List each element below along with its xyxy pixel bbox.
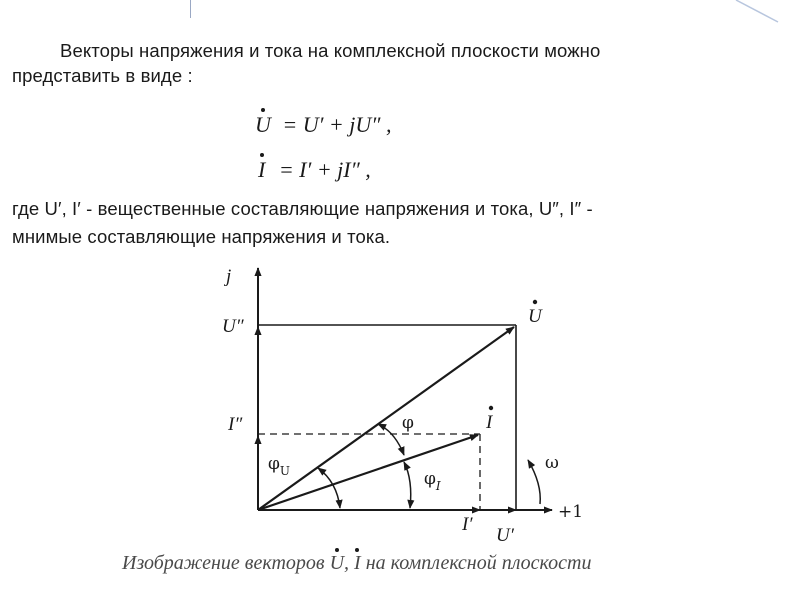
vector-u-dot	[533, 300, 537, 304]
i-imag-label: I″	[228, 414, 243, 435]
vector-i	[258, 435, 478, 510]
caption-i: I	[354, 552, 361, 574]
caption-sep: ,	[344, 552, 355, 574]
where-line-1: где U′, I′ - вещественные составляющие напряжения и тока, U″, I″ -	[12, 198, 593, 219]
u-real-label: U′	[496, 525, 514, 546]
caption-part-2: на комплексной плоскости	[360, 552, 592, 574]
vector-i-dot	[489, 406, 493, 410]
axis-real-label: +1	[558, 502, 584, 522]
omega-arc	[528, 460, 540, 504]
formula-voltage-rhs: = U′ + jU″ ,	[282, 112, 392, 137]
where-line-2: мнимые составляющие напряжения и тока.	[12, 226, 391, 247]
caption-part-1: Изображение векторов	[122, 552, 330, 574]
omega-label: ω	[545, 453, 559, 473]
u-imag-label: U″	[222, 316, 244, 337]
intro-line-2: представить в виде :	[12, 65, 193, 86]
phi-label: φ	[402, 413, 414, 433]
vector-u-label: U	[528, 306, 542, 327]
formula-current-rhs: = I′ + jI″ ,	[278, 157, 371, 182]
formula-current-lhs: I	[258, 157, 266, 182]
phi-arc	[378, 424, 404, 455]
caption-u: U	[329, 552, 345, 574]
formula-voltage-lhs: U	[255, 112, 271, 137]
intro-line-1: Векторы напряжения и тока на комплексной плоскости можно	[60, 40, 601, 61]
i-real-label: I′	[462, 514, 473, 535]
axis-imag-label: j	[226, 266, 232, 287]
phi-i-arc	[404, 462, 411, 508]
vector-i-label: I	[486, 412, 493, 433]
vector-u	[258, 327, 514, 510]
phi-i-label: $\varphi_I$	[424, 469, 441, 493]
figure-caption	[122, 552, 591, 575]
phi-u-label: $\varphi_U$	[268, 454, 291, 478]
